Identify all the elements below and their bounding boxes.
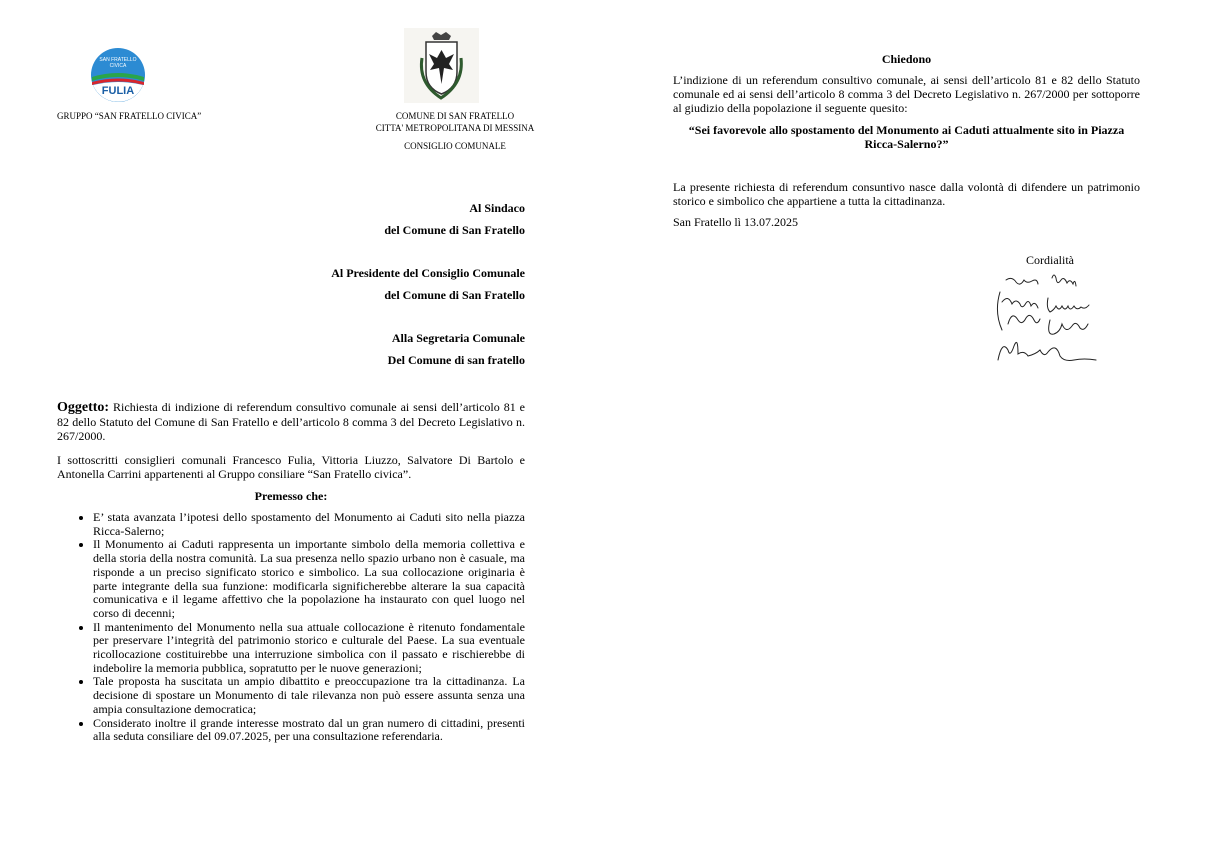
addressee-line: del Comune di San Fratello [384,288,525,302]
oggetto-label: Oggetto: [57,400,110,415]
list-item: • Considerato inoltre il grande interesse mostrato dal un gran numero di cittadini, presenti alla seduta consiliare del 09.07.2025, per una consultazione referendaria. [93,717,525,744]
premesso-heading: Premesso che: [254,489,328,503]
list-item: • Tale proposta ha suscitata un ampio dibattito e preoccupazione tra la cittadinanza. La decisione di spostare un Monumento di tale rilevanza non può essere assunta senza una ampia consultazione democratica; [93,675,525,716]
signature-dibartolo [998,342,1096,360]
crest-icon [404,28,479,103]
fulia-logo-line2: CIVICA [109,63,127,69]
request-paragraph: L’indizione di un referendum consultivo comunale, ai sensi dell’articolo 81 e 82 dello Statuto comunale ed ai sensi dell’articolo 8 comma 3 del Decreto Legislativo n. 267/2000 per sottoporre al giudizio della popolazione il seguente quesito: [673,73,1140,115]
fulia-logo-line1: SAN FRATELLO [99,57,137,63]
addressee-presidente [300,266,525,302]
comune-name: COMUNE DI SAN FRATELLO [395,111,515,121]
comune-council: CONSIGLIO COMUNALE [404,141,506,151]
oggetto-paragraph [57,400,525,443]
group-name: GRUPPO “SAN FRATELLO CIVICA” [57,111,202,121]
oggetto-text: Richiesta di indizione di referendum consultivo comunale ai sensi dell’articolo 81 e 82 dello Statuto del Comune di San Fratello e dell’articolo 8 comma 3 del Decreto Legislativo n. 267/2000. [57,400,525,443]
addressee-line: Del Comune di san fratello [387,353,525,367]
signature-carrini [1008,315,1088,334]
signature-liuzzo [997,292,1089,330]
addressee-line: Al Sindaco [469,201,525,215]
signatures-image [990,272,1125,372]
chiedono-heading: Chiedono [881,52,932,66]
comune-header [340,110,570,152]
fulia-logo [90,47,146,103]
presente-paragraph: La presente richiesta di referendum consuntivo nasce dalla volontà di difendere un patrimonio storico e simbolico che appartiene a tutta la cittadinanza. [673,180,1140,208]
quesito-text: “Sei favorevole allo spostamento del Monumento ai Caduti attualmente sito in Piazza Ricca-Salerno?” [688,123,1125,151]
addressee-sindaco [300,201,525,237]
list-item: • Il mantenimento del Monumento nella sua attuale collocazione è ritenuto fondamentale per preservare l’integrità del patrimonio storico e culturale del Paese. La sua eventuale ricollocazione costituirebbe una interruzione simbolica con il passato e rischierebbe di indebolire la memoria pubblica, sopratutto per le nuove generazioni; [93,621,525,676]
comune-city: CITTA' METROPOLITANA DI MESSINA [375,123,535,133]
sottoscritti-paragraph: I sottoscritti consiglieri comunali Francesco Fulia, Vittoria Liuzzo, Salvatore Di Bartolo e Antonella Carrini appartenenti al Gruppo consiliare “San Fratello civica”. [57,453,525,481]
fulia-logo-name: FULIA [101,85,135,97]
addressee-segretaria [300,331,525,367]
closing-greeting: Cordialità [1026,253,1074,267]
list-item: • Il Monumento ai Caduti rappresenta un importante simbolo della memoria collettiva e della storia della nostra comunità. La sua presenza nello spazio urbano non è casuale, ma risponde a un preciso significato storico e simbolico. La sua collocazione originaria è parte integrante della sua funzione: modificarla significherebbe alterare la sua capacità comunicativa e il legame affettivo che la popolazione ha instaurato con quel luogo nel corso di decenni; [93,538,525,620]
addressee-line: Alla Segretaria Comunale [391,331,525,345]
list-item: • E’ stata avanzata l’ipotesi dello spostamento del Monumento ai Caduti sito nella piazza Ricca-Salerno; [93,511,525,538]
place-date: San Fratello lì 13.07.2025 [673,215,798,229]
signature-fulia [1006,275,1076,286]
addressee-line: Al Presidente del Consiglio Comunale [331,266,525,280]
addressee-line: del Comune di San Fratello [384,223,525,237]
premesso-list [57,511,525,744]
